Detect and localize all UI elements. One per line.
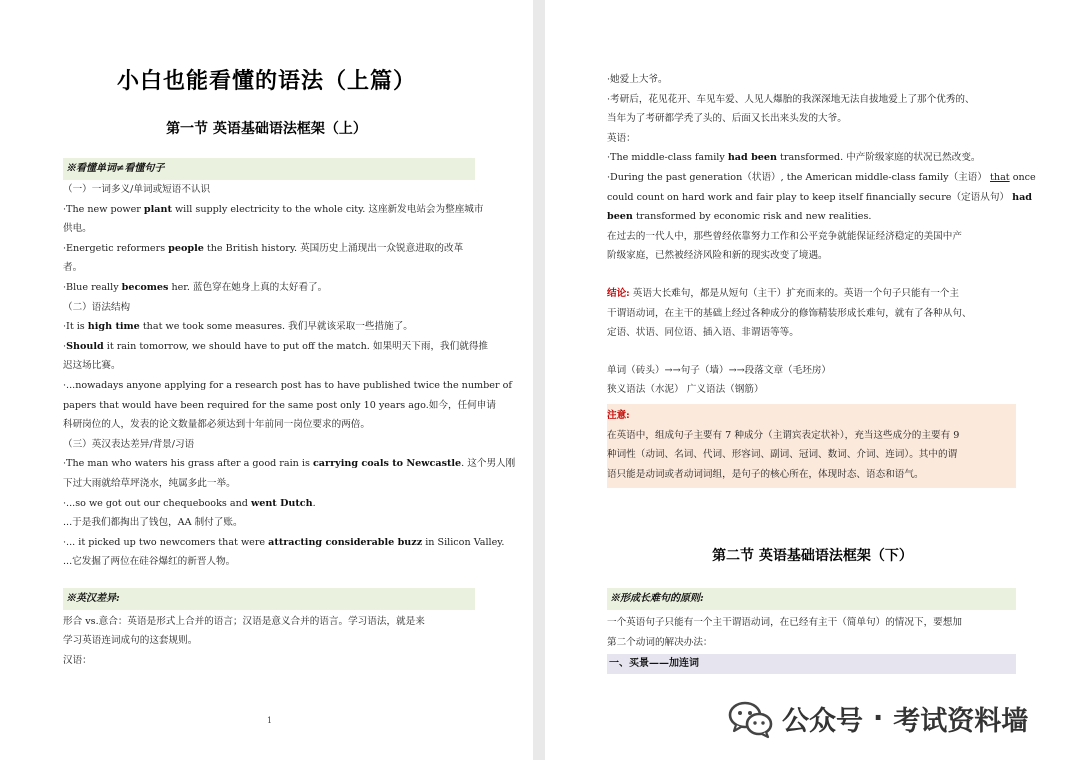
- example-7: ·The man who waters his grass after a good rain is carrying coals to Newcastle. 这个男人刚: [63, 458, 516, 470]
- wechat-icon: [728, 700, 774, 738]
- document-page-right: [545, 0, 1080, 760]
- example-2: ·Energetic reformers people the British history. 英国历史上涌现出一众锐意进取的改革: [63, 242, 464, 254]
- english-example-1: ·The middle-class family had been transformed. 中产阶级家庭的状况已然改变。: [607, 152, 981, 164]
- english-example-2: ·During the past generation（状语）, the American middle-class family（主语） that once: [607, 171, 1036, 183]
- example-5-cont: 迟这场比赛。: [63, 360, 121, 372]
- english-example-2-cont: could count on hard work and fair play to keep itself financially secure（定语从句） had: [607, 191, 1033, 203]
- watermark-text-2: 考试资料墙: [893, 706, 1029, 737]
- english-example-2-cont2: been transformed by economic risk and new realities.: [607, 211, 872, 223]
- heading-words-vs-sentences: ※看懂单词≠看懂句子: [63, 158, 475, 180]
- subheading-3: （三）英汉表达差异/背景/习语: [63, 438, 195, 450]
- yingyu-label: 英语：: [607, 132, 636, 144]
- example-6-cont2: 科研岗位的人，发表的论文数量都必须达到十年前同一岗位要求的两倍。: [63, 419, 370, 431]
- analogy-line-2: 狭义语法（水泥） 广义语法（钢筋）: [607, 384, 764, 396]
- analogy-line-1: 单词（砖头）→→句子（墙）→→段落文章（毛坯房）: [607, 364, 832, 376]
- example-6-cont: papers that would have been required for the same post only 10 years ago.如今，任何申请: [63, 399, 496, 411]
- section-title-1: 第一节 英语基础语法框架（上）: [166, 121, 367, 137]
- chinese-example-2-cont: 当年为了考研都学秃了头的、后面又长出来头发的大爷。: [607, 113, 847, 125]
- note-label: 注意:: [607, 409, 630, 421]
- chinese-example-1: ·她爱上大爷。: [607, 74, 668, 85]
- conclusion-label: 结论:: [607, 287, 630, 299]
- principle-line-1: 一个英语句子只能有一个主干谓语动词，在已经有主干（简单句）的情况下，要想加: [607, 617, 962, 628]
- example-3: ·Blue really becomes her. 蓝色穿在她身上真的太好看了。: [63, 281, 328, 293]
- watermark: [722, 697, 1034, 740]
- note-line-3: 语只能是动词或者动词词组，是句子的核心所在，体现时态、语态和语气。: [607, 468, 924, 480]
- document-page-left: [0, 0, 533, 760]
- example-9-cn: ...它发掘了两位在硅谷爆红的新晋人物。: [63, 556, 236, 568]
- diff-line-1: 形合 vs.意合：英语是形式上合并的语言；汉语是意义合并的语言。学习语法，就是来: [63, 615, 425, 627]
- heading-long-sentence-principle: ※形成长难句的原则:: [607, 588, 1016, 610]
- example-2-cont: 者。: [63, 262, 83, 274]
- chinese-example-2: ·考研后，花见花开、车见车爱、人见人爆胎的我深深地无法自拔地爱上了那个优秀的、: [607, 93, 975, 105]
- conclusion-line-1: 结论: 英语大长难句，都是从短句（主干）扩充而来的。英语一个句子只能有一个主: [607, 287, 959, 299]
- conclusion-line-3: 定语、状语、同位语、插入语、非谓语等等。: [607, 327, 799, 339]
- section-title-2: 第二节 英语基础语法框架（下）: [712, 548, 913, 564]
- example-8: ·...so we got out our chequebooks and went Dutch.: [63, 497, 316, 509]
- heading-add-conjunction: 一、买景——加连词: [607, 654, 1016, 674]
- document-title: 小白也能看懂的语法（上篇）: [116, 68, 416, 94]
- example-6: ·...nowadays anyone applying for a research post has to have published twice the number of: [63, 379, 512, 391]
- heading-english-chinese-diff: ※英汉差异:: [63, 588, 475, 610]
- left-content: [63, 158, 516, 671]
- right-content: [607, 70, 1036, 488]
- principle-line-2: 第二个动词的解决办法：: [607, 636, 713, 648]
- example-5: ·Should it rain tomorrow, we should have to put off the match. 如果明天下雨，我们就得推: [63, 340, 489, 352]
- note-line-1: 在英语中，组成句子主要有 7 种成分（主谓宾表定状补），充当这些成分的主要有 9: [607, 429, 960, 441]
- diff-line-2: 学习英语连词成句的这套规则。: [63, 635, 198, 647]
- note-line-2: 种词性（动词、名词、代词、形容词、副词、冠词、数词、介词、连词）。其中的谓: [607, 449, 958, 461]
- watermark-text-1: 公众号: [782, 706, 863, 737]
- subheading-1: （一）一词多义/单词或短语不认识: [63, 184, 211, 195]
- page-number: 1: [267, 716, 273, 725]
- example-9: ·... it picked up two newcomers that were attracting considerable buzz in Silicon Valley.: [63, 536, 505, 548]
- conclusion-line-2: 干谓语动词，在主干的基础上经过各种成分的修饰精装形成长难句，就有了各种从句、: [607, 307, 972, 319]
- subheading-2: （二）语法结构: [63, 301, 131, 313]
- hanyu-label: 汉语：: [63, 655, 92, 667]
- english-example-2-cn: 在过去的一代人中，那些曾经依靠努力工作和公平竞争就能保证经济稳定的美国中产: [607, 230, 962, 242]
- example-1-cont: 供电。: [63, 223, 92, 235]
- example-8-cn: ...于是我们都掏出了钱包，AA 制付了账。: [63, 517, 243, 529]
- example-1: ·The new power plant will supply electricity to the whole city. 这座新发电站会为整座城市: [63, 203, 484, 215]
- note-box: [607, 404, 1016, 488]
- right-content-lower: [607, 588, 1016, 674]
- watermark-separator: ·: [873, 703, 884, 734]
- english-example-2-cn2: 阶级家庭，已然被经济风险和新的现实改变了境遇。: [607, 250, 828, 262]
- example-7-cont: 下过大雨就给草坪浇水，纯属多此一举。: [63, 477, 236, 489]
- example-4: ·It is high time that we took some measures. 我们早就该采取一些措施了。: [63, 321, 413, 333]
